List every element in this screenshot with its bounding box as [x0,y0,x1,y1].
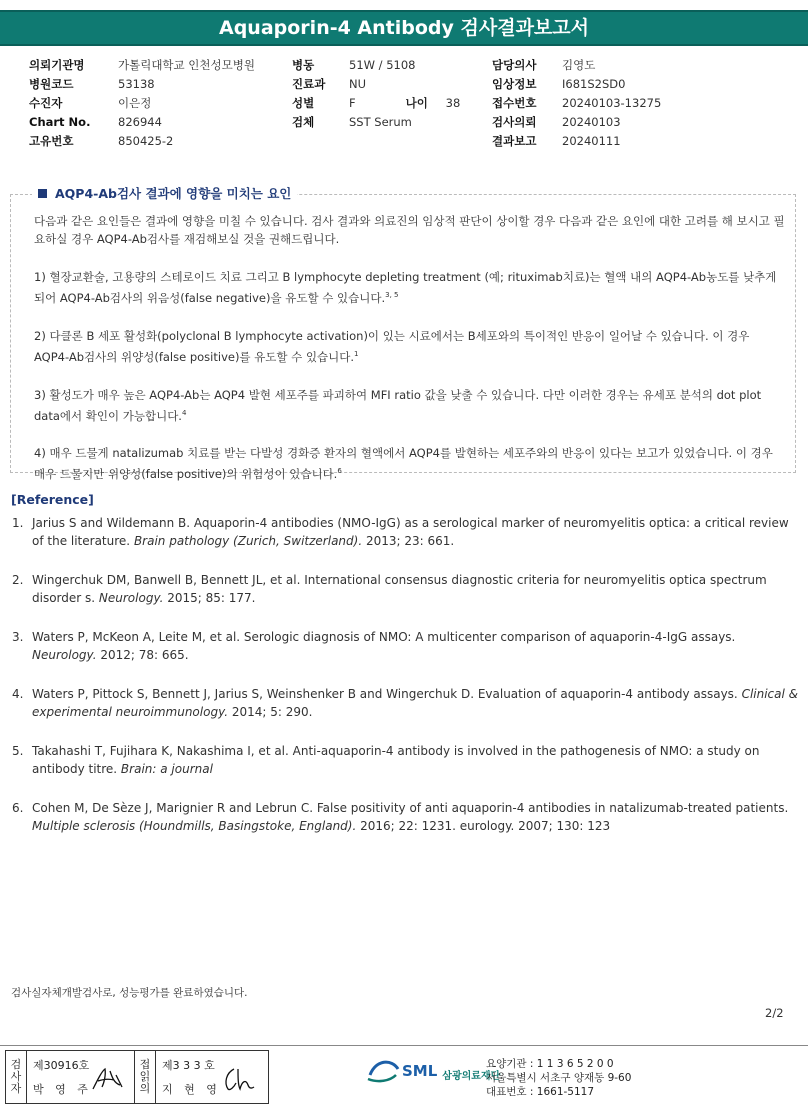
org-name: 삼광의료재단 [442,1070,501,1082]
reviewer-id: 제3 3 3 호 [162,1059,215,1072]
info-value: 김영도 [562,58,596,72]
factors-intro: 다음과 같은 요인들은 결과에 영향을 미칠 수 있습니다. 검사 결과와 의료진의 임상적 판단이 상이할 경우 다음과 같은 요인에 대한 고려를 해 보시고 필요하실 경우 AQP4-Ab검사를 재검해보실 것을 권해드립니다. [34,214,785,246]
info-row [492,94,661,113]
info-row [29,75,255,94]
reference-number: 1. [12,516,24,530]
info-value: 20240103-13275 [562,96,662,110]
info-value: 53138 [118,77,155,91]
reference-number: 3. [12,630,24,644]
info-value: F [349,96,356,110]
info-label: 성별 [292,96,315,110]
info-row [292,75,460,94]
info-value: 20240103 [562,115,621,129]
info-row [492,56,661,75]
reference-item: 2. Wingerchuk DM, Banwell B, Bennett JL, et al. International consensus diagnostic criteria for neuromyelitis optica spectrum disorder s. Neurology. 2015; 85: 177. [12,573,767,605]
info-label: 진료과 [292,77,326,91]
reference-item: 3. Waters P, McKeon A, Leite M, et al. Serologic diagnosis of NMO: A multicenter comparison of aquaporin-4-IgG assays. Neurology. 2012; 78: 665. [12,630,736,662]
reference-number: 5. [12,744,24,758]
reviewer-name: 지 현 영 [162,1083,221,1096]
info-row [492,132,661,151]
journal-name: Multiple sclerosis (Houndmills, Basingstoke, England). [32,819,357,833]
factor-item: 2) 다클론 B 세포 활성화(polyclonal B lymphocyte activation)이 있는 시료에서는 B세포와의 특이적인 반응이 일어날 수 있습니다. 이 경우 AQP4-Ab검사의 위양성(false positive)를 유도할 수 있습니다.$^1$ [34,328,750,364]
org-contact [486,1057,631,1099]
info-row [292,113,460,132]
info-label: 결과보고 [492,134,537,148]
info-label: 고유번호 [29,134,74,148]
reviewer-signature-icon [220,1065,256,1093]
citation-superscript: 1 [354,349,359,358]
factors-body [34,212,786,503]
inspector-label: 검 사 자 [6,1051,27,1103]
info-value: 이은정 [118,96,152,110]
report-title: Aquaporin-4 Antibody 검사결과보고서 [0,10,808,46]
signature-box [5,1050,269,1104]
info-row [492,75,661,94]
inspector-signature-icon [90,1065,126,1093]
phone: 대표번호 : 1661-5117 [486,1086,595,1098]
info-column-1 [29,56,255,151]
info-row [29,94,255,113]
certification-note: 검사실자체개발검사로, 성능평가를 완료하였습니다. [11,987,248,999]
reference-list [12,514,798,856]
factor-item: 1) 혈장교환술, 고용량의 스테로이드 치료 그리고 B lymphocyte depleting treatment (예; rituximab치료)는 혈액 내의 AQP4-Ab농도를 낮추게 되어 AQP4-Ab검사의 위음성(false negative)을 유도할 수 있습니다.$^{3, 5}$ [34,270,777,305]
info-label: Chart No. [29,115,91,129]
citation-superscript: 6 [337,467,342,476]
info-label: 담당의사 [492,58,537,72]
reference-item: 6. Cohen M, De Sèze J, Marignier R and Lebrun C. False positivity of anti aquaporin-4 antibodies in natalizumab-treated patients. Multiple sclerosis (Houndmills, Basingstoke, England). 2016; 22: 1231. eurology. 2007; 130: 123 [12,801,789,833]
journal-name: Clinical & experimental neuroimmunology. [32,687,799,719]
info-column-2 [292,56,460,132]
reviewer-label: 접 읽 의 [135,1051,156,1103]
info-label: 임상정보 [492,77,537,91]
address: 서울특별시 서초구 양재동 9-60 [486,1072,632,1084]
reference-number: 2. [12,573,24,587]
info-value: SST Serum [349,115,412,129]
reference-item: 4. Waters P, Pittock S, Bennett J, Jarius S, Weinshenker B and Wingerchuk D. Evaluation of aquaporin-4 antibody assays. Clinical & experimental neuroimmunology. 2014; 5: 290. [12,687,799,719]
reference-number: 4. [12,687,24,701]
journal-name: Neurology. [32,648,97,662]
info-value: I681S2SD0 [562,77,626,91]
citation-superscript: 4 [181,408,187,417]
sml-logo-icon [366,1057,400,1085]
reference-item: 1. Jarius S and Wildemann B. Aquaporin-4 antibodies (NMO-IgG) as a serological marker of neuromyelitis optica: a critical review of the literature. Brain pathology (Zurich, Switzerland). 2013; 23: 661. [12,516,789,548]
logo-text: SML [402,1062,438,1080]
info-row [29,113,255,132]
info-row [292,56,460,75]
page-number: 2/2 [765,1006,784,1020]
inspector-cell [27,1051,135,1103]
info-value: 가톨릭대학교 인천성모병원 [118,58,255,72]
citation-superscript: 3, 5 [385,291,399,299]
info-column-3 [492,56,661,151]
institution-code: 요양기관 : 1 1 3 6 5 2 0 0 [486,1058,614,1070]
info-row [292,94,460,113]
factors-title: AQP4-Ab검사 결과에 영향을 미치는 요인 [32,184,297,202]
reference-item: 5. Takahashi T, Fujihara K, Nakashima I, et al. Anti-aquaporin-4 antibody is involved in the pathogenesis of NMO: a study on antibody titre. Brain: a journal [12,744,760,776]
footer-divider [0,1045,808,1046]
inspector-id: 제30916호 [33,1059,90,1072]
journal-name: Brain: a journal [120,762,213,776]
info-row [29,56,255,75]
info-label: 접수번호 [492,96,537,110]
reviewer-cell [156,1051,264,1103]
info-label: 수진자 [29,96,63,110]
info-row [492,113,661,132]
info-value: 51W / 5108 [349,58,416,72]
info-value: 850425-2 [118,134,174,148]
info-label: 병원코드 [29,77,74,91]
info-value: NU [349,77,367,91]
square-bullet-icon [38,189,47,198]
factor-item: 4) 매우 드물게 natalizumab 치료를 받는 다발성 경화증 환자의 혈액에서 AQP4를 발현하는 세포주와의 반응이 있다는 보고가 있었습니다. 이 경우 매우 드물지만 위양성(false positive)의 위험성이 있습니다.$^6$ [34,446,773,482]
info-value: 826944 [118,115,162,129]
factor-item: 3) 활성도가 매우 높은 AQP4-Ab는 AQP4 발현 세포주를 파괴하여 MFI ratio 값을 낮출 수 있습니다. 다만 이러한 경우는 유세포 분석의 dot plot data에서 확인이 가능합니다.$^4$ [34,387,762,423]
age-value: 38 [445,96,461,110]
info-label: 의뢰기관명 [29,58,85,72]
journal-name: Neurology. [98,591,164,605]
info-label: 병동 [292,58,315,72]
inspector-name: 박 영 주 [33,1083,92,1096]
info-row [29,132,255,151]
info-label: 검사의뢰 [492,115,537,129]
age-label: 나이 [405,96,428,110]
reference-number: 6. [12,801,24,815]
info-label: 검체 [292,115,315,129]
journal-name: Brain pathology (Zurich, Switzerland). [133,534,363,548]
sml-logo [366,1057,500,1085]
info-value: 20240111 [562,134,621,148]
reference-heading: [Reference] [11,492,94,507]
